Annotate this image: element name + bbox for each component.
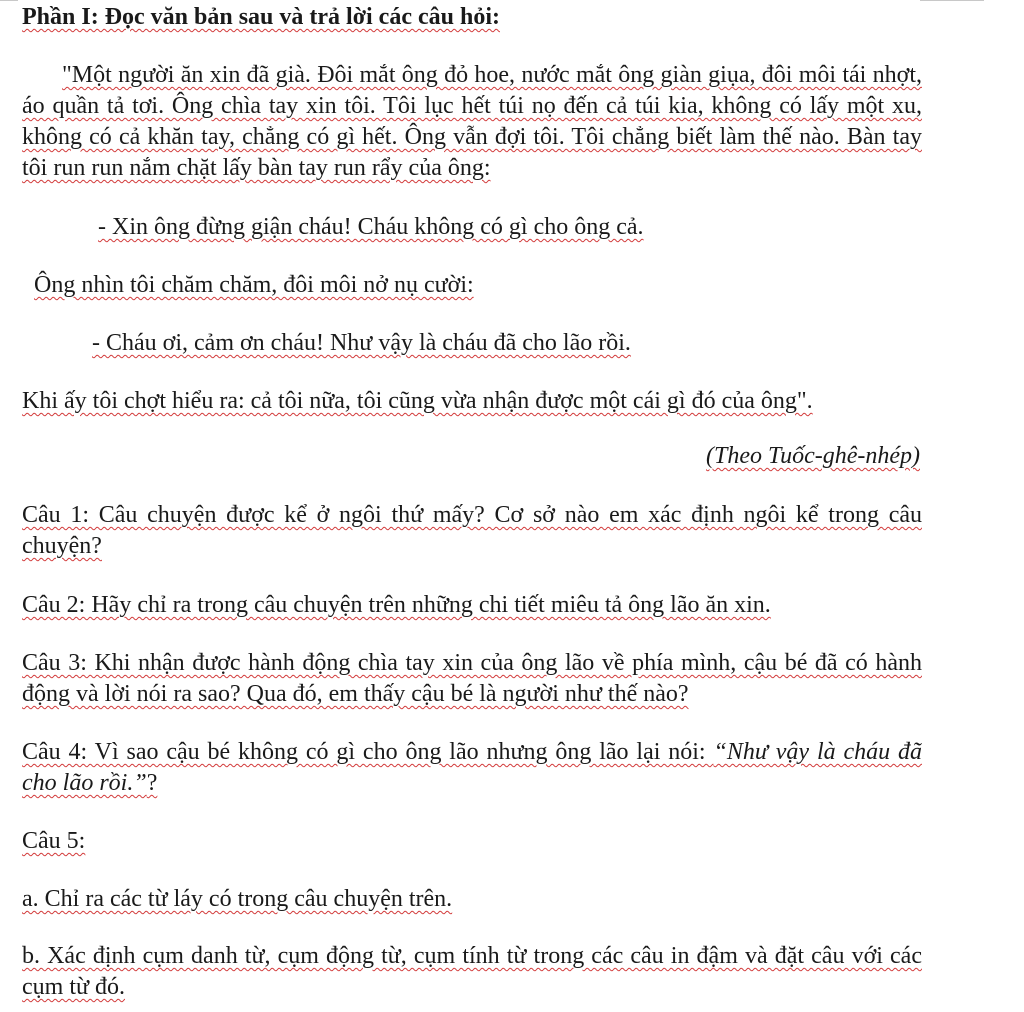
passage-source: (Theo Tuốc-ghê-nhép) [706, 443, 920, 469]
question-5b: b. Xác định cụm danh từ, cụm động từ, cụm tính từ trong các câu in đậm và đặt câu với các cụm từ đó. [22, 943, 922, 1000]
page-edge-right [920, 0, 984, 1]
passage-dialogue-1: - Xin ông đừng giận cháu! Cháu không có gì cho ông cả. [98, 214, 644, 240]
question-4-end: ? [146, 770, 158, 796]
passage-intro: "Một người ăn xin đã già. Đôi mắt ông đỏ hoe, nước mắt ông giàn giụa, đôi môi tái nhợt, áo quần tả tơi. Ông chìa tay xin tôi. Tôi lục hết túi nọ đến cả túi kia, không có lấy một xu, không có cả khăn tay, chẳng có gì hết. Ông vẫn đợi tôi. Tôi chẳng biết làm thế nào. Bàn tay tôi run run nắm chặt lấy bàn tay run rẩy của ông: [22, 62, 922, 181]
question-4-quote: “Như vậy là cháu đã cho lão rồi.” [22, 739, 922, 796]
question-4 [22, 737, 922, 799]
section-heading: Phần I: Đọc văn bản sau và trả lời các câu hỏi: [22, 4, 500, 30]
passage-narration-1: Ông nhìn tôi chăm chăm, đôi môi nở nụ cười: [34, 272, 474, 298]
question-3: Câu 3: Khi nhận được hành động chìa tay xin của ông lão về phía mình, cậu bé đã có hành động và lời nói ra sao? Qua đó, em thấy cậu bé là người như thế nào? [22, 650, 922, 707]
question-5: Câu 5: [22, 828, 86, 854]
question-1: Câu 1: Câu chuyện được kể ở ngôi thứ mấy? Cơ sở nào em xác định ngôi kể trong câu chuyện? [22, 502, 922, 559]
question-2: Câu 2: Hãy chỉ ra trong câu chuyện trên những chi tiết miêu tả ông lão ăn xin. [22, 592, 771, 618]
page-edge-left [0, 0, 18, 1]
question-5a: a. Chỉ ra các từ láy có trong câu chuyện trên. [22, 886, 453, 912]
question-4-text: Câu 4: Vì sao cậu bé không có gì cho ông lão nhưng ông lão lại nói: [22, 739, 714, 765]
passage-dialogue-2: - Cháu ơi, cảm ơn cháu! Như vậy là cháu đã cho lão rồi. [92, 330, 631, 356]
passage-narration-2: Khi ấy tôi chợt hiểu ra: cả tôi nữa, tôi cũng vừa nhận được một cái gì đó của ông". [22, 388, 813, 414]
